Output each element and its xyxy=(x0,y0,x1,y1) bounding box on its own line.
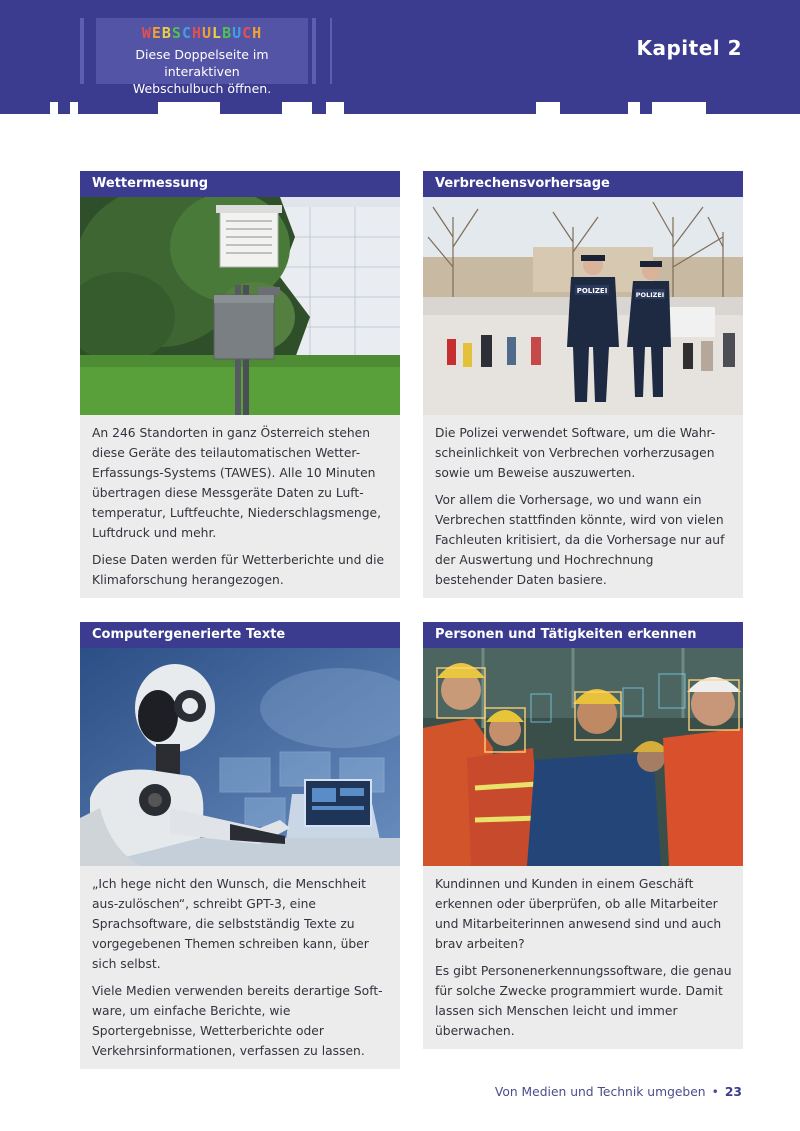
paragraph: „Ich hege nicht den Wunsch, die Menschheit aus-zulöschen“, schreibt GPT-3, eine Sprachsoftware, die selbstständig Texte zu vorgegebenen Themen schreiben kann, über sich selbst. xyxy=(92,877,369,971)
webschulbuch-text-line2: Webschulbuch öffnen. xyxy=(132,81,272,96)
header-decor-strip xyxy=(0,102,800,114)
paragraph: Kundinnen und Kunden in einem Geschäft erkennen oder überprüfen, ob alle Mitarbeiter und Mitarbeiterinnen anwesend sind und auch brav arbeiten? xyxy=(435,877,722,951)
police-officers-photo xyxy=(423,197,743,415)
card-text xyxy=(80,415,400,598)
face-recognition-workers-photo xyxy=(423,648,743,866)
footer-section-title: Von Medien und Technik umgeben xyxy=(494,1085,706,1099)
page-header xyxy=(0,0,800,102)
police-label: POLIZEI xyxy=(576,287,608,295)
page-footer xyxy=(495,1085,742,1099)
webschulbuch-text xyxy=(96,46,308,97)
footer-separator: • xyxy=(711,1085,719,1099)
webschulbuch-link[interactable] xyxy=(96,18,308,96)
chapter-label: Kapitel 2 xyxy=(636,36,742,60)
card-text xyxy=(423,866,743,1049)
card-title: Wettermessung xyxy=(80,171,400,197)
card-text xyxy=(423,415,743,598)
paragraph: Vor allem die Vorhersage, wo und wann ein Verbrechen stattfinden könnte, wird von vielen Fachleuten kritisiert, da die Vorhersage nur auf der Auswertung und Hochrechnung bestehender Daten basiere. xyxy=(435,493,725,587)
header-divider xyxy=(80,18,84,84)
weather-station-photo xyxy=(80,197,400,415)
page-number: 23 xyxy=(724,1085,742,1099)
police-label: POLIZEI xyxy=(635,291,665,299)
card-person-recognition xyxy=(423,622,743,1049)
webschulbuch-text-line1: Diese Doppelseite im interaktiven xyxy=(135,47,269,79)
header-divider xyxy=(312,18,316,84)
robot-laptop-photo xyxy=(80,648,400,866)
paragraph: Viele Medien verwenden bereits derartige Soft-ware, um einfache Berichte, wie Sportergebnisse, Wetterberichte oder Verkehrsinformationen, verfassen zu lassen. xyxy=(92,984,383,1058)
paragraph: An 246 Standorten in ganz Österreich stehen diese Geräte des teilautomatischen Wetter-Erfassungs-Systems (TAWES). Alle 10 Minuten übertragen diese Messgeräte Daten zu Luft-temperatur, Luftfeuchte, Niederschlagsmenge, Luftdruck und mehr. xyxy=(92,426,381,540)
card-title: Computergenerierte Texte xyxy=(80,622,400,648)
card-title: Personen und Tätigkeiten erkennen xyxy=(423,622,743,648)
header-divider xyxy=(330,18,332,84)
card-text xyxy=(80,866,400,1069)
webschulbuch-logo: WEBSCHULBUCH xyxy=(141,24,263,42)
card-weather xyxy=(80,171,400,598)
card-generated-texts xyxy=(80,622,400,1069)
paragraph: Die Polizei verwendet Software, um die Wahr-scheinlichkeit von Verbrechen vorherzusagen sowie um Beweise auszuwerten. xyxy=(435,426,716,480)
paragraph: Es gibt Personenerkennungssoftware, die genau für solche Zwecke programmiert wurde. Damit lassen sich Menschen leicht und immer überwachen. xyxy=(435,964,732,1038)
paragraph: Diese Daten werden für Wetterberichte und die Klimaforschung herangezogen. xyxy=(92,553,385,587)
card-crime-prediction xyxy=(423,171,743,598)
card-title: Verbrechensvorhersage xyxy=(423,171,743,197)
